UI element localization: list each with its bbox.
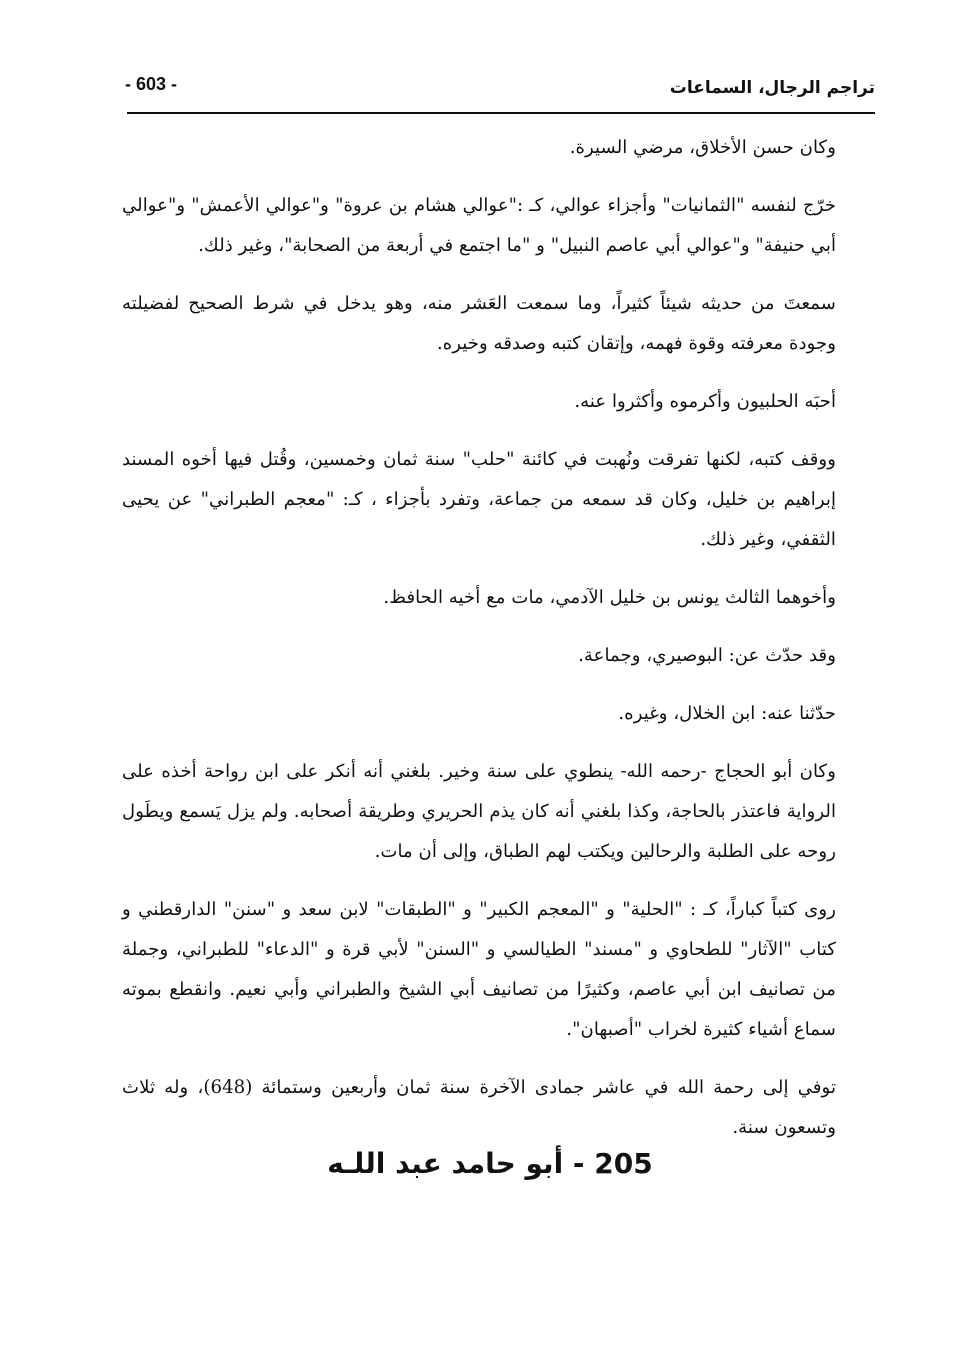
section-heading: 205 - أبو حامد عبد اللـه (327, 1147, 653, 1180)
page-number: - 603 - (125, 74, 178, 94)
paragraph: خرّج لنفسه "الثمانيات" وأجزاء عوالي، كـ :"عوالي هشام بن عروة" و"عوالي الأعمش" و"عوالي أبي حنيفة" و"عوالي أبي عاصم النبيل" و "ما اجتمع في أربعة من الصحابة"، وغير ذلك. (122, 195, 836, 256)
paragraph: سمعتَ من حديثه شيئاً كثيراً، وما سمعت العَشر منه، وهو يدخل في شرط الصحيح لفضيلته وجودة معرفته وقوة فهمه، وإتقان كتبه وصدقه وخيره. (122, 293, 836, 354)
paragraph: وقد حدّث عن: البوصيري، وجماعة. (578, 645, 836, 666)
running-title: تراجم الرجال، السماعات (669, 78, 875, 98)
page-header (125, 72, 875, 104)
paragraph: أحبَه الحلبيون وأكرموه وأكثروا عنه. (574, 391, 836, 412)
paragraph: وكان حسن الأخلاق، مرضي السيرة. (569, 137, 836, 158)
paragraph: وكان أبو الحجاج -رحمه الله- ينطوي على سنة وخير. بلغني أنه أنكر على ابن رواحة أخذه على الرواية فاعتذر بالحاجة، وكذا بلغني أنه كان يذم الحريري وطريقة أصحابه. ولم يزل يَسمع ويطَول روحه على الطلبة والرحالين ويكتب لهم الطباق، وإلى أن مات. (122, 761, 836, 862)
paragraph: روى كتباً كباراً، كـ : "الحلية" و "المعجم الكبير" و "الطبقات" لابن سعد و "سنن" الدارقطني و كتاب "الآثار" للطحاوي و "مسند" الطيالسي و "السنن" لأبي قرة و "الدعاء" للطبراني، وجملة من تصانيف ابن أبي عاصم، وكثيرًا من تصانيف أبي الشيخ والطبراني وأبي نعيم. وانقطع بموته سماع أشياء كثيرة لخراب "أصبهان". (122, 899, 836, 1040)
header-divider (127, 112, 875, 114)
body-text (122, 128, 836, 1166)
paragraph: ووقف كتبه، لكنها تفرقت ونُهبت في كائنة "حلب" سنة ثمان وخمسين، وقُتل فيها أخوه المسند إبراهيم بن خليل، وكان قد سمعه من جماعة، وتفرد بأجزاء ، كـ: "معجم الطبراني" عن يحيى الثقفي، وغير ذلك. (122, 449, 836, 550)
paragraph: وأخوهما الثالث يونس بن خليل الآدمي، مات مع أخيه الحافظ. (383, 587, 836, 608)
paragraph: توفي إلى رحمة الله في عاشر جمادى الآخرة سنة ثمان وأربعين وستمائة (648)، وله ثلاث وتسعون سنة. (122, 1077, 837, 1138)
paragraph: حدّثنا عنه: ابن الخلال، وغيره. (618, 703, 836, 724)
